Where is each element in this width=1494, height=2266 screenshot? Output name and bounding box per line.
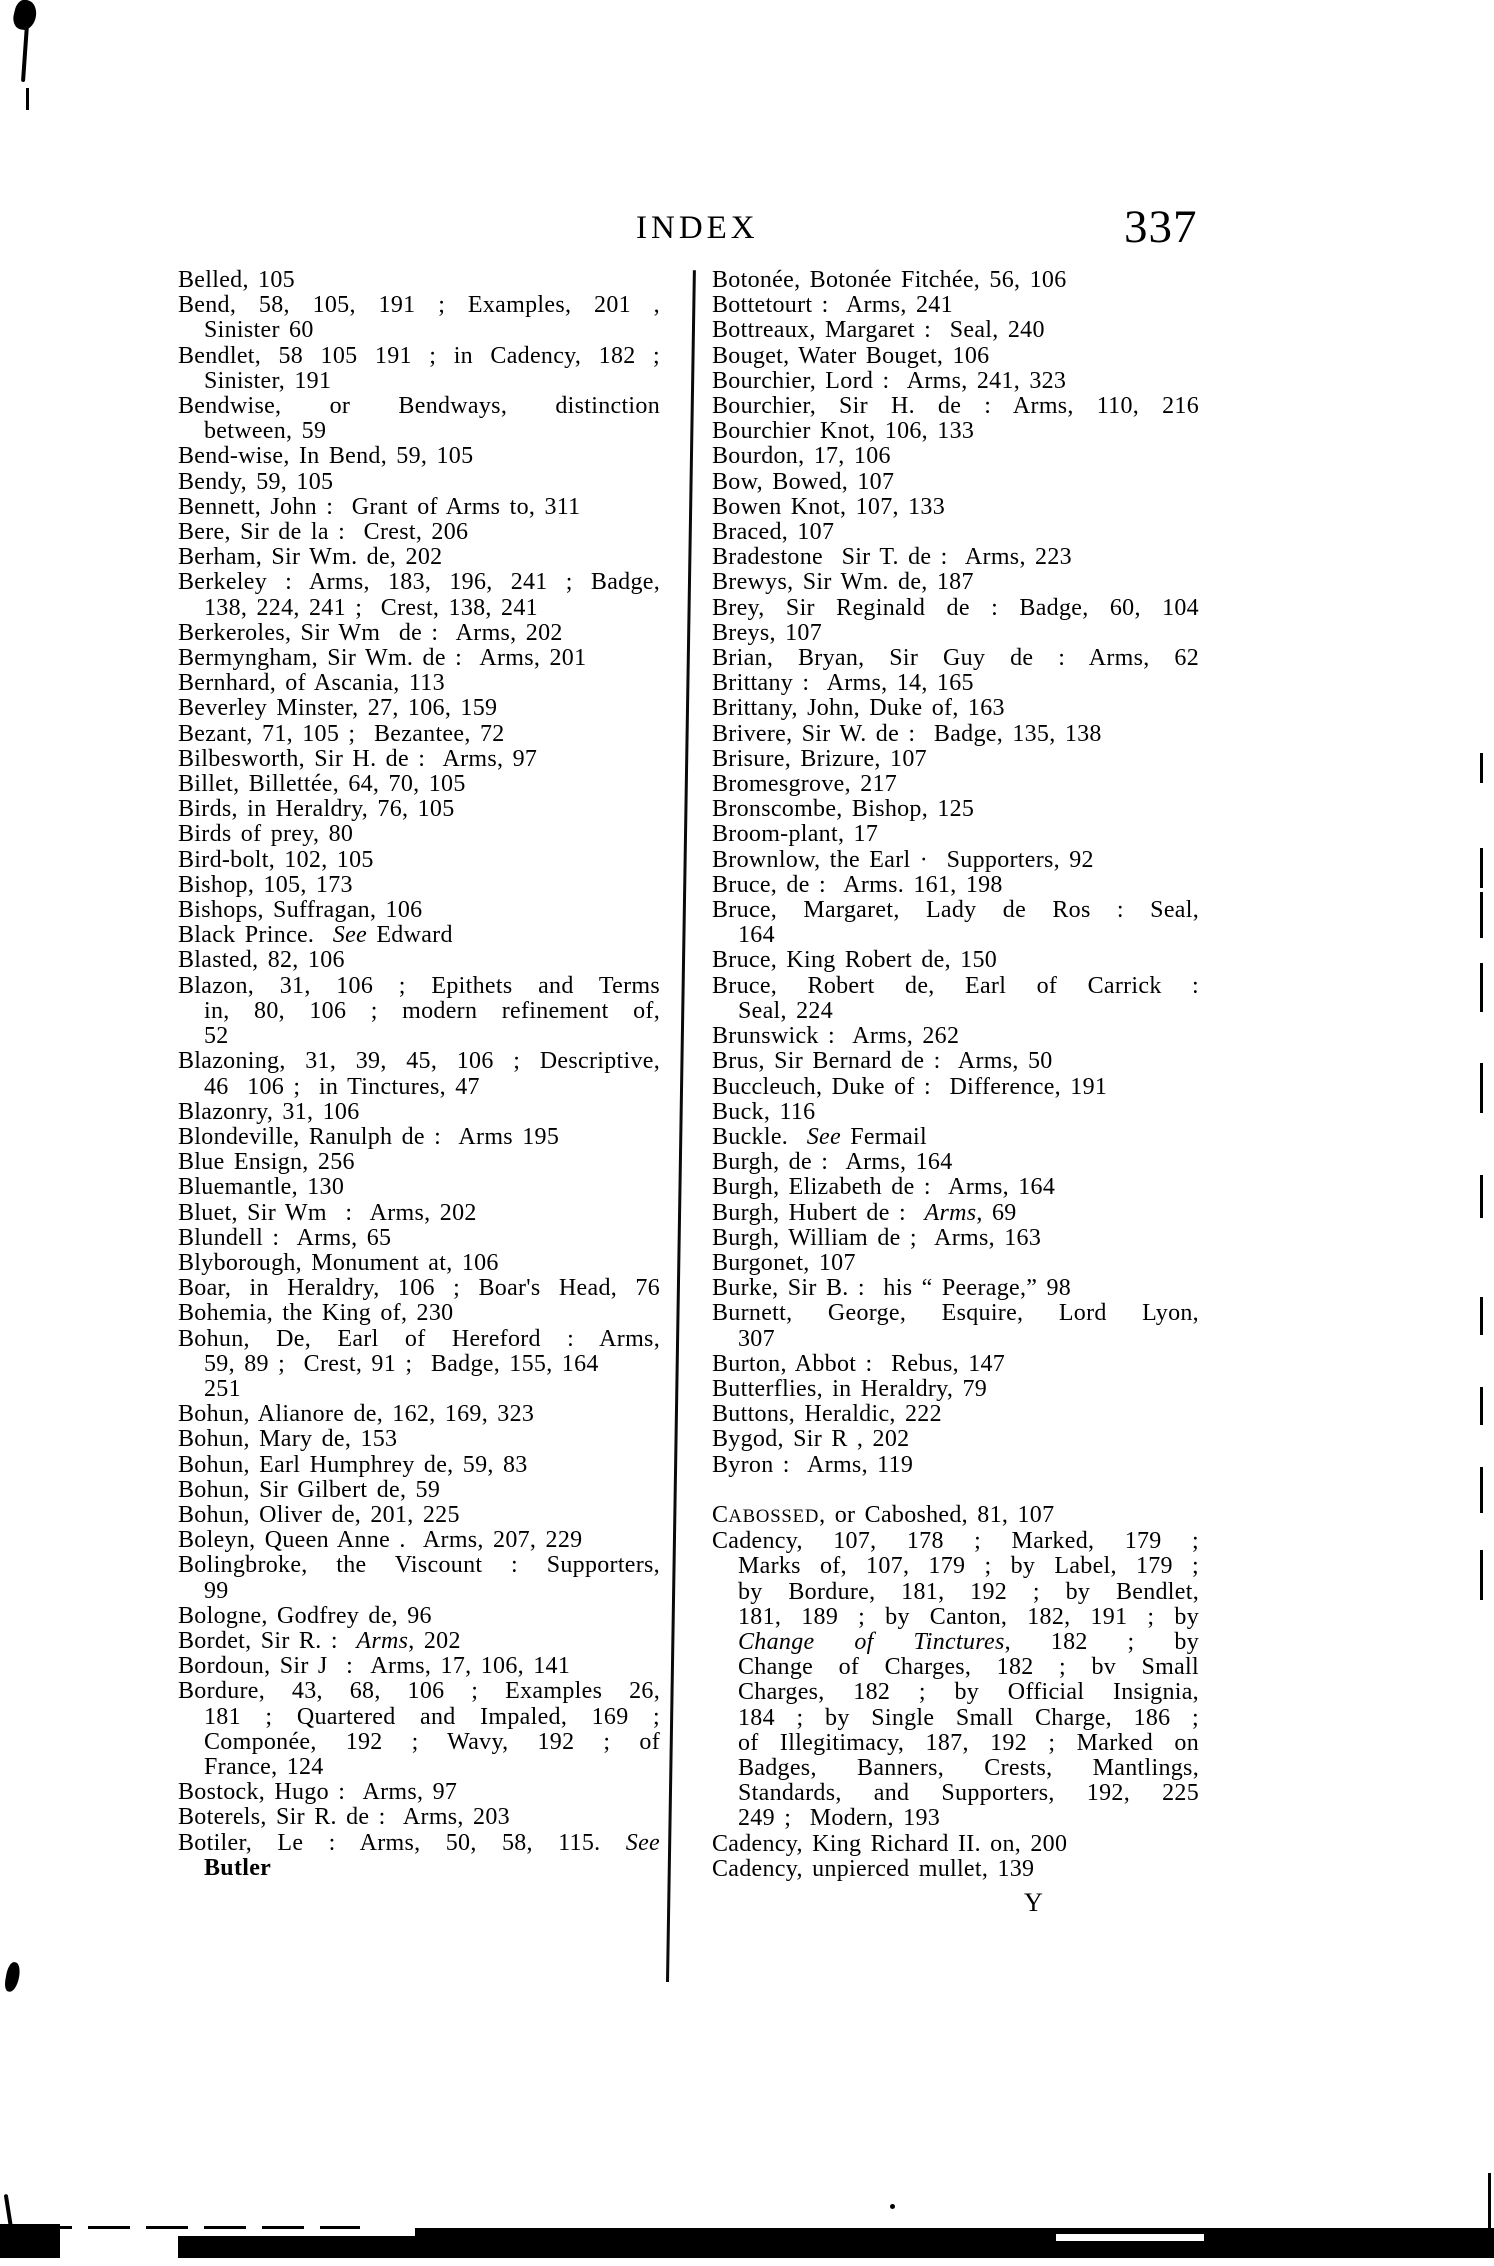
index-line: Bernhard, of Ascania, 113 [178,670,445,697]
index-line: Bygod, Sir R , 202 [712,1426,910,1453]
index-line: France, 124 [204,1753,324,1780]
index-line: 181 ; Quartered and Impaled, 169 ; [204,1703,660,1730]
index-line: Birds of prey, 80 [178,821,354,848]
index-line: Bohun, Alianore de, 162, 169, 323 [178,1401,535,1428]
index-line: Botiler, Le : Arms, 50, 58, 115. See [178,1829,660,1856]
index-line: Sinister, 191 [204,367,332,394]
index-line: Butler [204,1854,272,1881]
index-line: Bohun, Earl Humphrey de, 59, 83 [178,1451,528,1478]
index-line: Bermyngham, Sir Wm. de : Arms, 201 [178,645,587,672]
index-line: Brunswick : Arms, 262 [712,1023,960,1050]
scan-dot [890,2204,895,2209]
index-line: Bendy, 59, 105 [178,468,334,495]
index-line: Blyborough, Monument at, 106 [178,1249,499,1276]
index-column-right [712,268,1199,1882]
index-line: Componée, 192 ; Wavy, 192 ; of [204,1728,660,1755]
index-line: Belled, 105 [178,267,295,293]
index-line: Bennett, John : Grant of Arms to, 311 [178,493,581,520]
scan-band-left [0,2224,60,2258]
index-line: 52 [204,1023,229,1050]
index-line: Blazoning, 31, 39, 45, 106 ; Descriptive, [178,1048,660,1075]
index-line: Brisure, Brizure, 107 [712,745,927,772]
index-line: Bottreaux, Margaret : Seal, 240 [712,317,1045,344]
ink-mark-left-margin [3,1961,21,1993]
index-line: Bostock, Hugo : Arms, 97 [178,1779,458,1806]
index-line: Bend, 58, 105, 191 ; Examples, 201 , [178,292,660,319]
index-line: Braced, 107 [712,519,835,546]
scan-band-main [415,2228,1494,2258]
index-line: Bohun, De, Earl of Hereford : Arms, [178,1325,660,1352]
index-line: Bologne, Godfrey de, 96 [178,1602,432,1629]
scan-edge-dash [1480,1297,1483,1335]
index-line: Bohun, Sir Gilbert de, 59 [178,1476,441,1503]
ink-mark-top-left-tail [21,24,29,82]
index-line: 251 [204,1375,241,1402]
index-line: Broom-plant, 17 [712,821,879,848]
index-line: Brus, Sir Bernard de : Arms, 50 [712,1048,1053,1075]
index-line: Bordoun, Sir J : Arms, 17, 106, 141 [178,1653,571,1680]
index-line: Blondeville, Ranulph de : Arms 195 [178,1123,560,1150]
index-line: Botonée, Botonée Fitchée, 56, 106 [712,267,1067,293]
index-line: Bourchier, Lord : Arms, 241, 323 [712,367,1067,394]
index-line: Bilbesworth, Sir H. de : Arms, 97 [178,745,538,772]
index-line: Breys, 107 [712,619,822,646]
index-line: Blazon, 31, 106 ; Epithets and Terms [178,972,660,999]
index-line: Burnett, George, Esquire, Lord Lyon, [712,1300,1199,1327]
index-line: Butterflies, in Heraldry, 79 [712,1375,988,1402]
index-line: 99 [204,1577,229,1604]
column-divider [666,270,696,1982]
index-line: Burke, Sir B. : his “ Peerage,” 98 [712,1275,1072,1302]
ink-mark-top-left-tail2 [26,88,29,110]
scan-edge-dash [1480,1063,1483,1113]
index-line: Bronscombe, Bishop, 125 [712,796,975,823]
scan-edge-dash [1480,848,1483,888]
index-line: Bottetourt : Arms, 241 [712,292,953,319]
index-line: Brownlow, the Earl · Supporters, 92 [712,846,1094,873]
index-line: Blue Ensign, 256 [178,1149,355,1176]
index-line: Sinister 60 [204,317,314,344]
index-line: Buckle. See Fermail [712,1123,927,1150]
index-line: Bradestone Sir T. de : Arms, 223 [712,544,1072,571]
index-line: Bruce, Robert de, Earl of Carrick : [712,972,1199,999]
index-line: Bishops, Suffragan, 106 [178,897,423,924]
index-line: Brittany, John, Duke of, 163 [712,695,1005,722]
index-line: Bourdon, 17, 106 [712,443,891,470]
index-line: Bendlet, 58 105 191 ; in Cadency, 182 ; [178,342,660,369]
index-line: Badges, Banners, Crests, Mantlings, [738,1754,1199,1781]
index-line: Bezant, 71, 105 ; Bezantee, 72 [178,720,505,747]
index-line: Bohun, Oliver de, 201, 225 [178,1501,460,1528]
index-line: Bordure, 43, 68, 106 ; Examples 26, [178,1678,660,1705]
index-line: Buck, 116 [712,1098,816,1125]
scan-band-mid [178,2236,418,2258]
index-line: Bruce, Margaret, Lady de Ros : Seal, [712,897,1199,924]
index-line: Brittany : Arms, 14, 165 [712,670,974,697]
signature-mark: Y [1024,1888,1043,1917]
index-line: 59, 89 ; Crest, 91 ; Badge, 155, 164 [204,1350,599,1377]
index-line: Burgh, de : Arms, 164 [712,1149,953,1176]
index-line: Cadency, 107, 178 ; Marked, 179 ; [712,1528,1199,1555]
index-column-left [178,268,660,1881]
page-number: 337 [1124,201,1198,253]
index-line: Bolingbroke, the Viscount : Supporters, [178,1552,660,1579]
index-line: Bruce, de : Arms. 161, 198 [712,871,1003,898]
index-line: Burgh, Hubert de : Arms, 69 [712,1199,1017,1226]
index-line: Burton, Abbot : Rebus, 147 [712,1350,1006,1377]
index-line: by Bordure, 181, 192 ; by Bendlet, [738,1578,1199,1605]
index-line: 249 ; Modern, 193 [738,1805,941,1832]
index-line: Bendwise, or Bendways, distinction [178,393,660,420]
scan-edge-dash [1480,963,1483,1012]
index-line: in, 80, 106 ; modern refinement of, [204,997,660,1024]
index-line: Bruce, King Robert de, 150 [712,947,998,974]
page-title: INDEX [636,210,759,246]
index-line: Blazonry, 31, 106 [178,1098,360,1125]
index-line: Byron : Arms, 119 [712,1451,914,1478]
scan-edge-dash [1480,1550,1483,1600]
index-line: 184 ; by Single Small Charge, 186 ; [738,1704,1199,1731]
index-line: Bromesgrove, 217 [712,771,898,798]
index-line: Brian, Bryan, Sir Guy de : Arms, 62 [712,645,1199,672]
index-line: Berham, Sir Wm. de, 202 [178,544,443,571]
index-line: Blundell : Arms, 65 [178,1224,392,1251]
index-line: Bohun, Mary de, 153 [178,1426,398,1453]
index-line: Bere, Sir de la : Crest, 206 [178,519,469,546]
index-line: Marks of, 107, 179 ; by Label, 179 ; [738,1553,1199,1580]
index-line: Burgh, Elizabeth de : Arms, 164 [712,1174,1056,1201]
scan-edge-dash [1480,1467,1483,1513]
index-line: Bow, Bowed, 107 [712,468,895,495]
index-line: Bowen Knot, 107, 133 [712,493,945,520]
index-line: Brivere, Sir W. de : Badge, 135, 138 [712,720,1102,747]
index-line: Brewys, Sir Wm. de, 187 [712,569,974,596]
index-line: Berkeley : Arms, 183, 196, 241 ; Badge, [178,569,660,596]
index-line: Cadency, unpierced mullet, 139 [712,1855,1035,1882]
index-line: Bouget, Water Bouget, 106 [712,342,990,369]
index-line: Black Prince. See Edward [178,922,453,949]
index-line: Boterels, Sir R. de : Arms, 203 [178,1804,510,1831]
index-line: Charges, 182 ; by Official Insignia, [738,1679,1199,1706]
index-line: Bordet, Sir R. : Arms, 202 [178,1627,461,1654]
index-line: Boar, in Heraldry, 106 ; Boar's Head, 76 [178,1275,660,1302]
index-line: CABOSSED, or Caboshed, 81, 107 [712,1501,1055,1528]
scan-edge-dash [1480,1387,1483,1425]
index-line: Brey, Sir Reginald de : Badge, 60, 104 [712,594,1199,621]
index-line: Bend-wise, In Bend, 59, 105 [178,443,474,470]
index-line: Bishop, 105, 173 [178,871,353,898]
index-line: Beverley Minster, 27, 106, 159 [178,695,498,722]
index-line: Billet, Billettée, 64, 70, 105 [178,771,466,798]
index-line: Burgonet, 107 [712,1249,856,1276]
index-line: of Illegitimacy, 187, 192 ; Marked on [738,1729,1199,1756]
scan-edge-dash [1480,892,1483,938]
scan-band-white-streak [1056,2234,1204,2241]
scan-edge-dash [1480,753,1483,783]
scan-dash-line [30,2226,360,2229]
index-line: Bohemia, the King of, 230 [178,1300,454,1327]
index-line: 181, 189 ; by Canton, 182, 191 ; by [738,1603,1199,1630]
index-line: Cadency, King Richard II. on, 200 [712,1830,1068,1857]
index-line: Blasted, 82, 106 [178,947,345,974]
index-line: 164 [738,922,775,949]
index-line: Bourchier Knot, 106, 133 [712,418,975,445]
index-line: Boleyn, Queen Anne . Arms, 207, 229 [178,1527,583,1554]
index-line: Birds, in Heraldry, 76, 105 [178,796,455,823]
index-line: Change of Charges, 182 ; bv Small [738,1654,1199,1681]
index-line: Burgh, William de ; Arms, 163 [712,1224,1042,1251]
scan-edge-line-bottom-right [1488,2173,1491,2231]
index-line: Buttons, Heraldic, 222 [712,1401,942,1428]
index-line: 46 106 ; in Tinctures, 47 [204,1073,480,1100]
index-line: between, 59 [204,418,327,445]
index-line: 138, 224, 241 ; Crest, 138, 241 [204,594,538,621]
index-line: Bluet, Sir Wm : Arms, 202 [178,1199,477,1226]
scan-edge-dash [1480,1175,1483,1218]
index-line: Seal, 224 [738,997,834,1024]
index-line: 307 [738,1325,775,1352]
index-line: Buccleuch, Duke of : Difference, 191 [712,1073,1108,1100]
index-line: Change of Tinctures, 182 ; by [738,1628,1199,1655]
index-line: Bird-bolt, 102, 105 [178,846,374,873]
index-line: Bluemantle, 130 [178,1174,345,1201]
index-line: Berkeroles, Sir Wm de : Arms, 202 [178,619,563,646]
index-line: Bourchier, Sir H. de : Arms, 110, 216 [712,393,1199,420]
index-line: Standards, and Supporters, 192, 225 [738,1780,1199,1807]
index-line [712,1478,1199,1503]
